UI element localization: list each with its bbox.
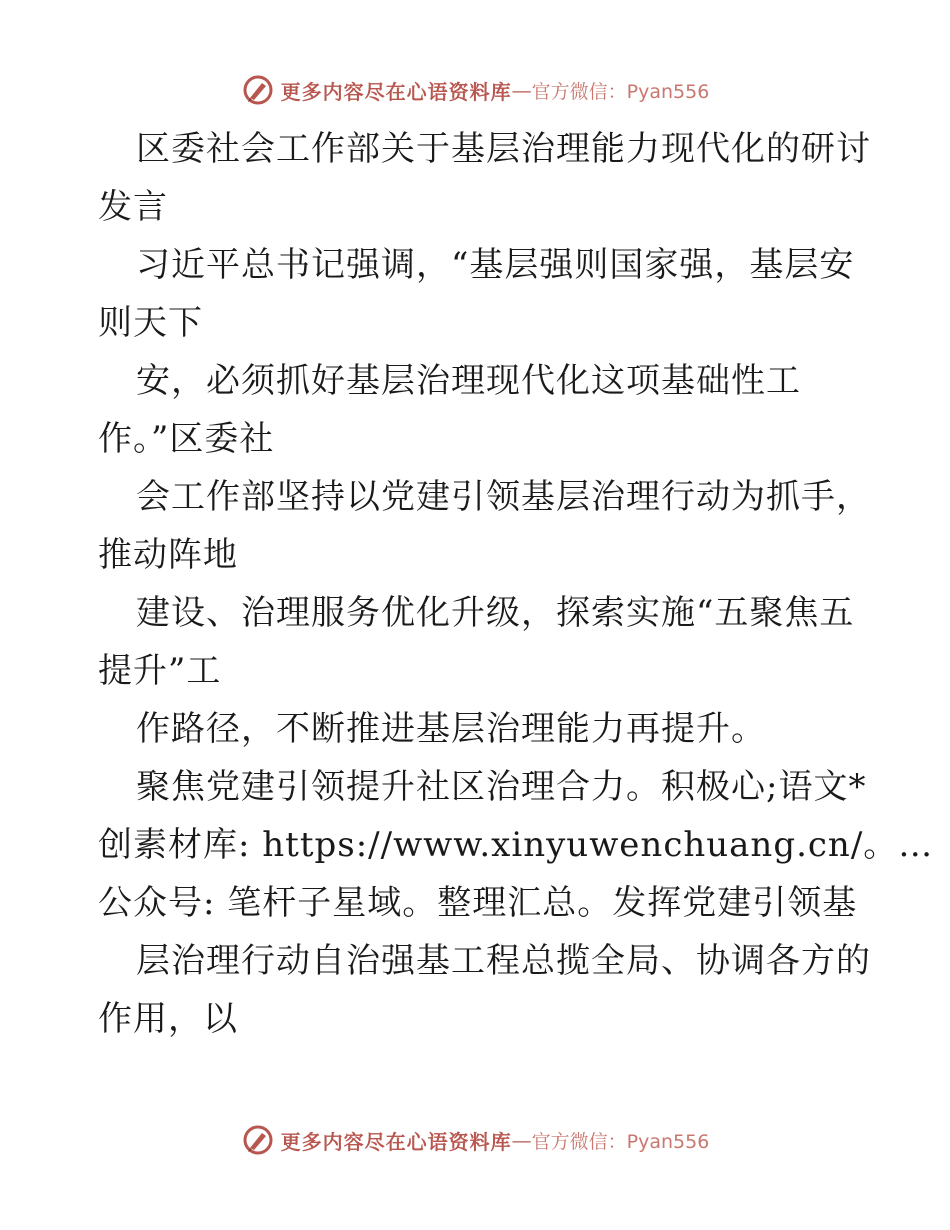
text-line: 创素材库: https://www.xinyuwenchuang.cn/。… [98,825,934,865]
text-line: 层治理行动自治强基工程总揽全局、协调各方的 [136,941,871,981]
text-line: 作。”区委社 [98,419,275,459]
footer-banner [0,1120,950,1160]
banner-separator: — [511,78,532,102]
text-line: 聚焦党建引领提升社区治理合力。积极心;语文* [136,767,867,807]
text-line: 会工作部坚持以党建引领基层治理行动为抓手， [136,477,871,517]
text-line: 则天下 [98,303,203,343]
banner-text: 更多内容尽在心语资料库 [280,1129,512,1154]
banner-separator: — [511,1128,532,1152]
document-body [98,120,934,1048]
text-line: 作路径，不断推进基层治理能力再提升。 [136,709,766,749]
text-line: 习近平总书记强调，“基层强则国家强，基层安 [136,245,855,285]
text-line: 安，必须抓好基层治理现代化这项基础性工 [136,361,801,401]
text-line: 推动阵地 [98,535,238,575]
text-line: 作用，以 [98,999,238,1039]
header-banner [0,70,950,110]
title-line-1: 区委社会工作部关于基层治理能力现代化的研讨 [136,129,871,169]
banner-contact: 官方微信：Pyan556 [531,1130,710,1153]
banner-text: 更多内容尽在心语资料库 [280,79,512,104]
text-line: 提升”工 [98,651,222,691]
text-line: 公众号: 笔杆子星域。整理汇总。发挥党建引领基 [98,883,858,923]
pen-logo-icon [241,73,275,107]
banner-contact: 官方微信：Pyan556 [531,80,710,103]
pen-logo-icon [241,1123,275,1157]
text-line: 建设、治理服务优化升级，探索实施“五聚焦五 [136,593,855,633]
title-line-2: 发言 [98,187,168,227]
